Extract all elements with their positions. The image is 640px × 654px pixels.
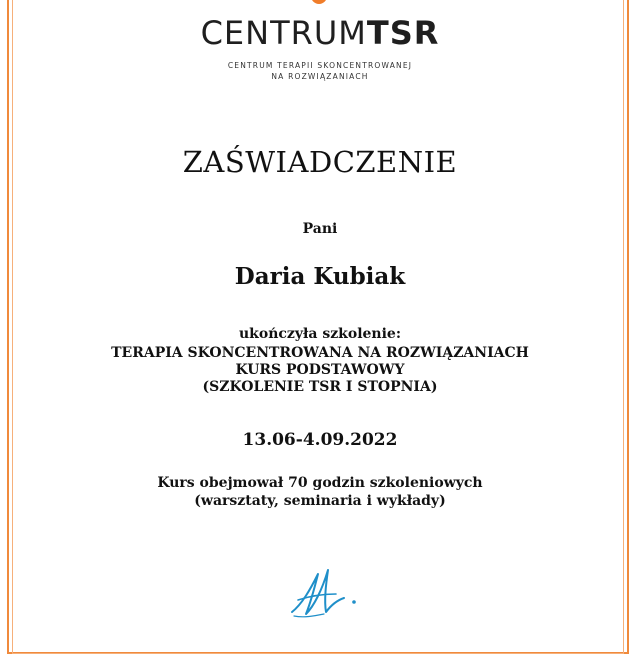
certificate-title: ZAŚWIADCZENIE	[182, 145, 458, 179]
completed-text: ukończyła szkolenie:	[238, 326, 401, 342]
hours-line: Kurs obejmował 70 godzin szkoleniowych	[157, 475, 483, 491]
brand-subtitle-line1: CENTRUM TERAPII SKONCENTROWANEJ	[227, 61, 413, 70]
brand-name-light: CENTRUM	[200, 14, 367, 52]
brand-subtitle-line2: NA ROZWIĄZANIACH	[271, 72, 369, 81]
brand-name-bold: TSR	[366, 14, 440, 52]
course-line: KURS PODSTAWOWY	[235, 362, 405, 378]
salutation: Pani	[302, 221, 338, 237]
course-line: TERAPIA SKONCENTROWANA NA ROZWIĄZANIACH	[111, 345, 529, 361]
course-line: (SZKOLENIE TSR I STOPNIA)	[202, 379, 438, 395]
brand-logo	[0, 14, 640, 52]
course-hours	[0, 474, 640, 510]
signature-icon	[284, 560, 374, 622]
course-title	[0, 344, 640, 395]
hours-line: (warsztaty, seminaria i wykłady)	[194, 493, 446, 509]
course-dates: 13.06-4.09.2022	[242, 430, 398, 450]
recipient-name: Daria Kubiak	[234, 263, 406, 290]
